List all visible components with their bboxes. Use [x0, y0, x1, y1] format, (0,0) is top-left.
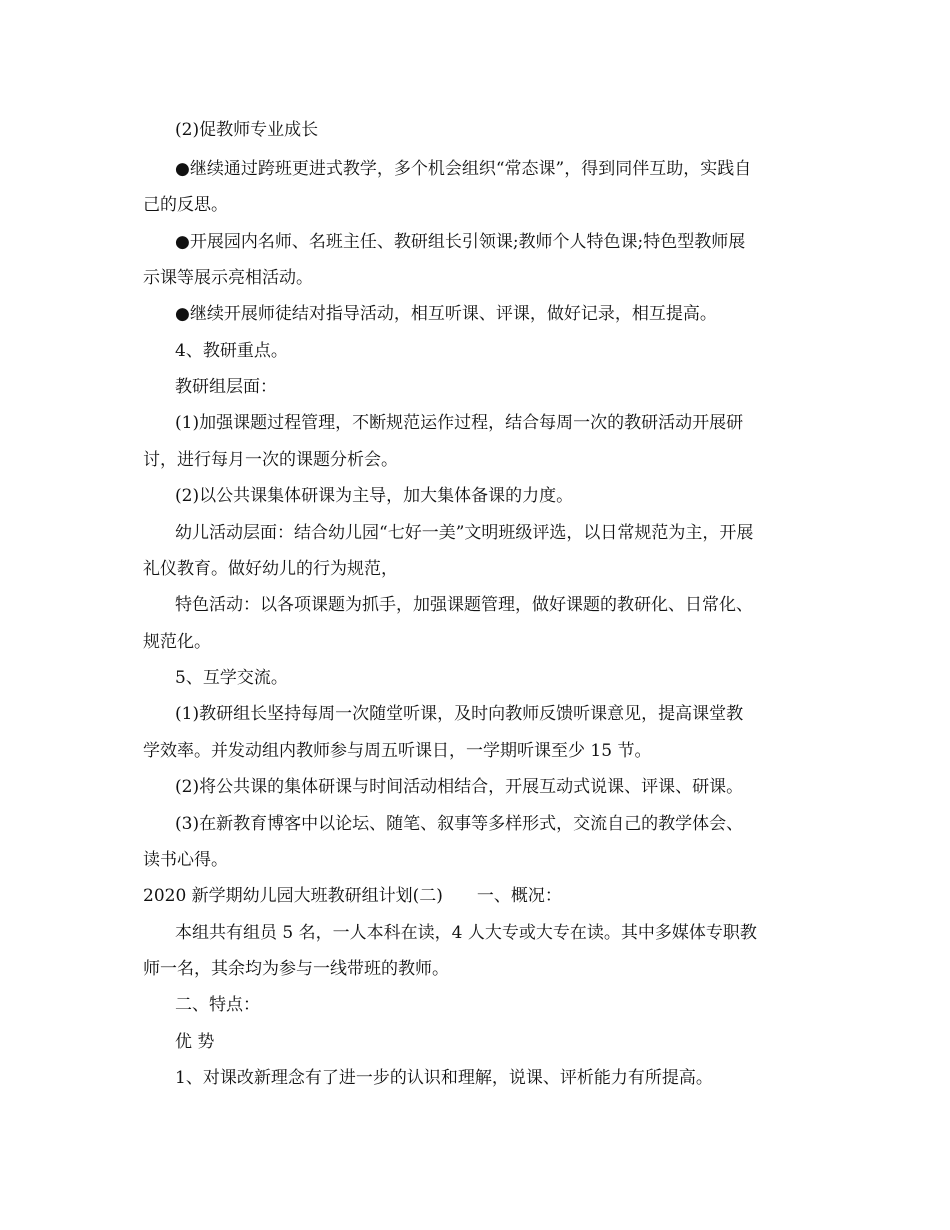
text-line: 师一名，其余均为参与一线带班的教师。: [143, 959, 449, 979]
text-line: 读书心得。: [143, 850, 228, 870]
text-line: 1、对课改新理念有了进一步的认识和理解，说课、评析能力有所提高。: [175, 1068, 713, 1088]
text-line: ●开展园内名师、名班主任、教研组长引领课;教师个人特色课;特色型教师展: [175, 232, 746, 252]
text-line: 幼儿活动层面：结合幼儿园“七好一美”文明班级评选，以日常规范为主，开展: [175, 523, 754, 543]
section-heading: 4、教研重点。: [175, 341, 288, 361]
text-line: (1)加强课题过程管理，不断规范运作过程，结合每周一次的教研活动开展研: [175, 413, 744, 433]
text-line: 教研组层面：: [175, 377, 277, 397]
text-line: (1)教研组长坚持每周一次随堂听课，及时向教师反馈听课意见，提高课堂教: [175, 704, 744, 724]
text-line: (3)在新教育博客中以论坛、随笔、叙事等多样形式，交流自己的教学体会、: [175, 814, 744, 834]
subheading: 优 势: [175, 1032, 215, 1052]
text-line: (2)促教师专业成长: [175, 120, 319, 140]
text-line: ●继续通过跨班更进式教学，多个机会组织“常态课”，得到同伴互助，实践自: [175, 159, 752, 179]
document-title: 2020 新学期幼儿园大班教研组计划(二) 一、概况：: [143, 886, 562, 906]
section-heading: 5、互学交流。: [175, 668, 288, 688]
section-heading: 二、特点：: [175, 995, 260, 1015]
text-line: 己的反思。: [143, 195, 228, 215]
text-line: (2)以公共课集体研课为主导，加大集体备课的力度。: [175, 486, 574, 506]
text-line: ●继续开展师徒结对指导活动，相互听课、评课，做好记录，相互提高。: [175, 304, 717, 324]
text-line: 礼仪教育。做好幼儿的行为规范，: [143, 559, 398, 579]
text-line: 特色活动：以各项课题为抓手，加强课题管理，做好课题的教研化、日常化、: [175, 595, 753, 615]
text-line: 本组共有组员 5 名，一人本科在读，4 人大专或大专在读。其中多媒体专职教: [175, 923, 757, 943]
text-line: 示课等展示亮相活动。: [143, 268, 313, 288]
text-line: 学效率。并发动组内教师参与周五听课日，一学期听课至少 15 节。: [143, 741, 652, 761]
text-line: 讨，进行每月一次的课题分析会。: [143, 450, 398, 470]
text-line: (2)将公共课的集体研课与时间活动相结合，开展互动式说课、评课、研课。: [175, 777, 744, 797]
text-line: 规范化。: [143, 632, 211, 652]
